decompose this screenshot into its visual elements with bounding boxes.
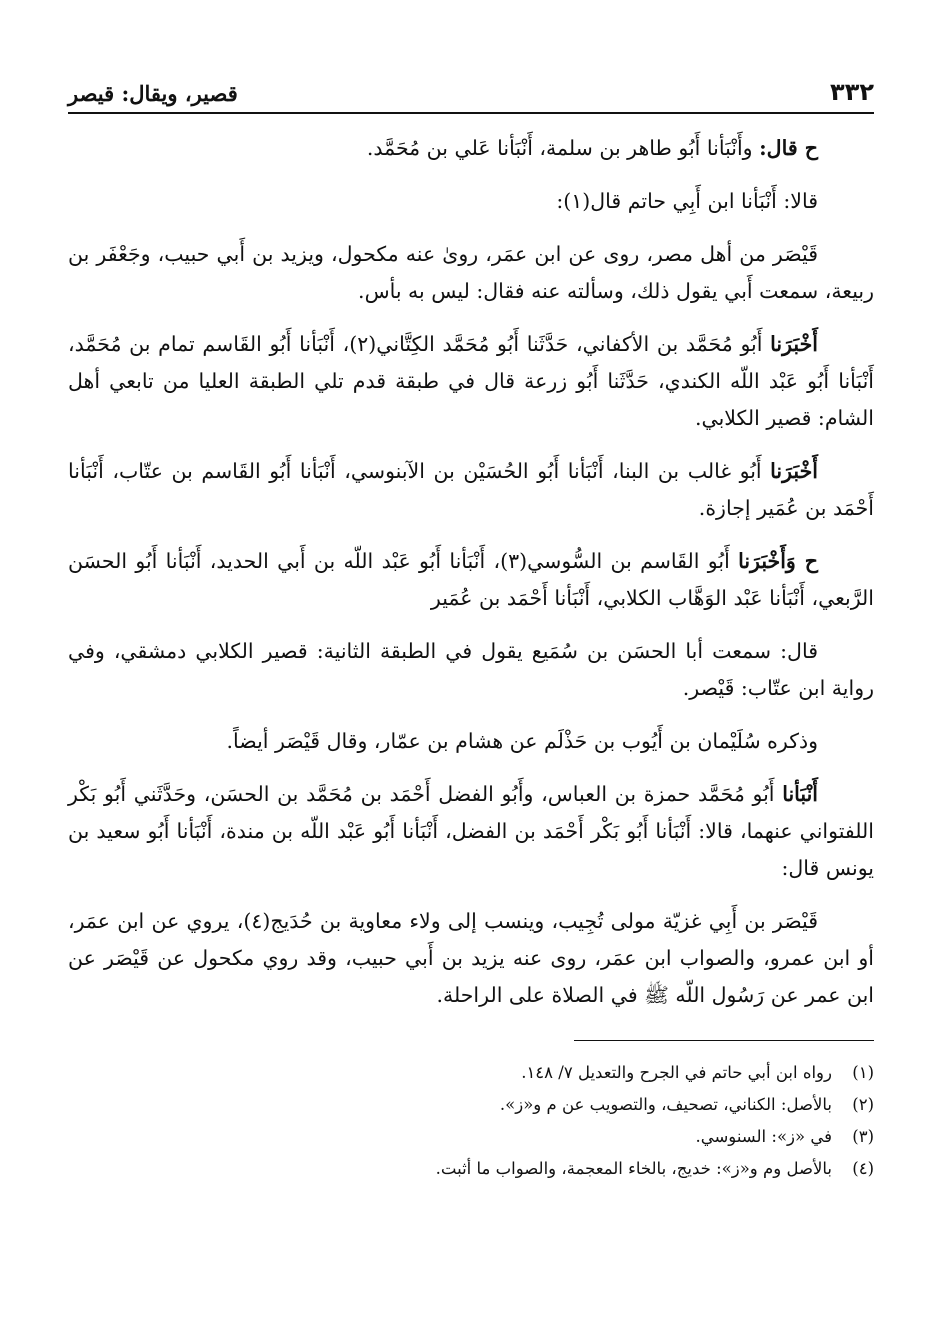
paragraph-text: قالا: أَنْبَأنا ابن أَبِي حاتم قال(١):: [556, 189, 818, 213]
footnote-text: في «ز»: السنوسي.: [695, 1127, 832, 1146]
footnote-text: رواه ابن أبي حاتم في الجرح والتعديل ٧/ ١٤٨.: [521, 1063, 832, 1082]
paragraph-keyword: ح وَأَخْبَرَنا: [738, 549, 818, 573]
paragraph-text: أَبُو مُحَمَّد بن الأكفاني، حَدَّثَنا أَبُو مُحَمَّد الكِتَّاني(٢)، أَنْبَأنا أَبُو القَاسم تمام بن مُحَمَّد، أَنْبَأنا أَبُو عَبْد اللّه الكندي، حَدَّثَنا أَبُو زرعة قال في طبقة قدم تلي الطبقة العليا من تابعي أهل الشام: قصير الكلابي.: [68, 332, 874, 430]
footnote-divider: [574, 1040, 874, 1041]
footnote-text: بالأصل: الكناني، تصحيف، والتصويب عن م و«ز».: [499, 1095, 832, 1114]
page-header: [68, 68, 874, 114]
footnote-number: (٢): [852, 1095, 874, 1114]
footnote: [68, 1057, 874, 1089]
paragraph-text: قَيْصَر من أهل مصر، روى عن ابن عمَر، روىٰ عنه مكحول، ويزيد بن أَبي حبيب، وجَعْفَر بن ربيعة، سمعت أَبي يقول ذلك، وسألته عنه فقال: ليس به بأس.: [68, 242, 874, 303]
paragraph: [68, 326, 874, 437]
footnote-text: بالأصل وم و«ز»: خديج، بالخاء المعجمة، والصواب ما أثبت.: [435, 1159, 832, 1178]
paragraph: [68, 633, 874, 707]
paragraph-keyword: أَنْبَأنا: [782, 782, 818, 806]
footnote: [68, 1089, 874, 1121]
main-text: [68, 130, 874, 1014]
paragraph: [68, 723, 874, 760]
paragraph-text: قَيْصَر بن أَبِي غزيّة مولى تُجِيب، وينسب إلى ولاء معاوية بن حُدَيج(٤)، يروي عن ابن عمَر، أو ابن عمرو، والصواب ابن عمَر، روى عنه يزيد بن أَبي حبيب، وقد روي مكحول عن قَيْصَر عن ابن عمر عن رَسُول اللّه ﷺ في الصلاة على الراحلة.: [68, 909, 874, 1007]
running-title: قصير، ويقال: قيصر: [68, 81, 238, 106]
paragraph-text: أَبُو القَاسم بن السُّوسي(٣)، أَنْبَأنا أَبُو عَبْد اللّه بن أَبي الحديد، أَنْبَأنا أَبُو الحسَن الرَّبعي، أَنْبَأنا عَبْد الوَهَّاب الكلابي، أَنْبَأنا أَحْمَد بن عُمَير: [68, 549, 874, 610]
paragraph-keyword: ح قال:: [759, 136, 818, 160]
paragraph: [68, 903, 874, 1014]
footnote: [68, 1121, 874, 1153]
paragraph-text: قال: سمعت أبا الحسَن بن سُمَيع يقول في الطبقة الثانية: قصير الكلابي دمشقي، وفي رواية ابن عتّاب: قَيْصر.: [68, 639, 874, 700]
paragraph-text: أَبُو مُحَمَّد حمزة بن العباس، وأَبُو الفضل أَحْمَد بن مُحَمَّد بن الحسَن، وحَدَّثَني أَبُو بَكْر اللفتواني عنهما، قالا: أَنْبَأنا أَبُو بَكْر أَحْمَد بن الفضل، أَنْبَأنا أَبُو عَبْد اللّه بن مندة، أَنْبَأنا أَبُو سعيد بن يونس قال:: [68, 782, 874, 880]
footnote: [68, 1153, 874, 1185]
paragraph: [68, 236, 874, 310]
paragraph-text: وذكره سُلَيْمان بن أَيُوب بن حَذْلَم عن هشام بن عمّار، وقال قَيْصَر أيضاً.: [226, 729, 818, 753]
paragraph: [68, 453, 874, 527]
paragraph-keyword: أَخْبَرَنا: [770, 332, 818, 356]
footnote-number: (٣): [852, 1127, 874, 1146]
paragraph: [68, 183, 874, 220]
paragraph-text: وأَنْبَأنا أَبُو طاهر بن سلمة، أَنْبَأنا عَلي بن مُحَمَّد.: [366, 136, 760, 160]
paragraph-text: أَبُو غالب بن البنا، أَنْبَأنا أَبُو الحُسَيْن بن الآبنوسي، أَنْبَأنا أَبُو القَاسم بن عتّاب، أَنْبَأنا أَحْمَد بن عُمَير إجازة.: [68, 459, 874, 520]
footnote-number: (٤): [852, 1159, 874, 1178]
paragraph: [68, 776, 874, 887]
footnote-number: (١): [852, 1063, 874, 1082]
page-number: ٣٣٢: [830, 78, 874, 106]
paragraph: [68, 543, 874, 617]
paragraph-keyword: أَخْبَرَنا: [770, 459, 818, 483]
footnotes: [68, 1057, 874, 1185]
paragraph: [68, 130, 874, 167]
